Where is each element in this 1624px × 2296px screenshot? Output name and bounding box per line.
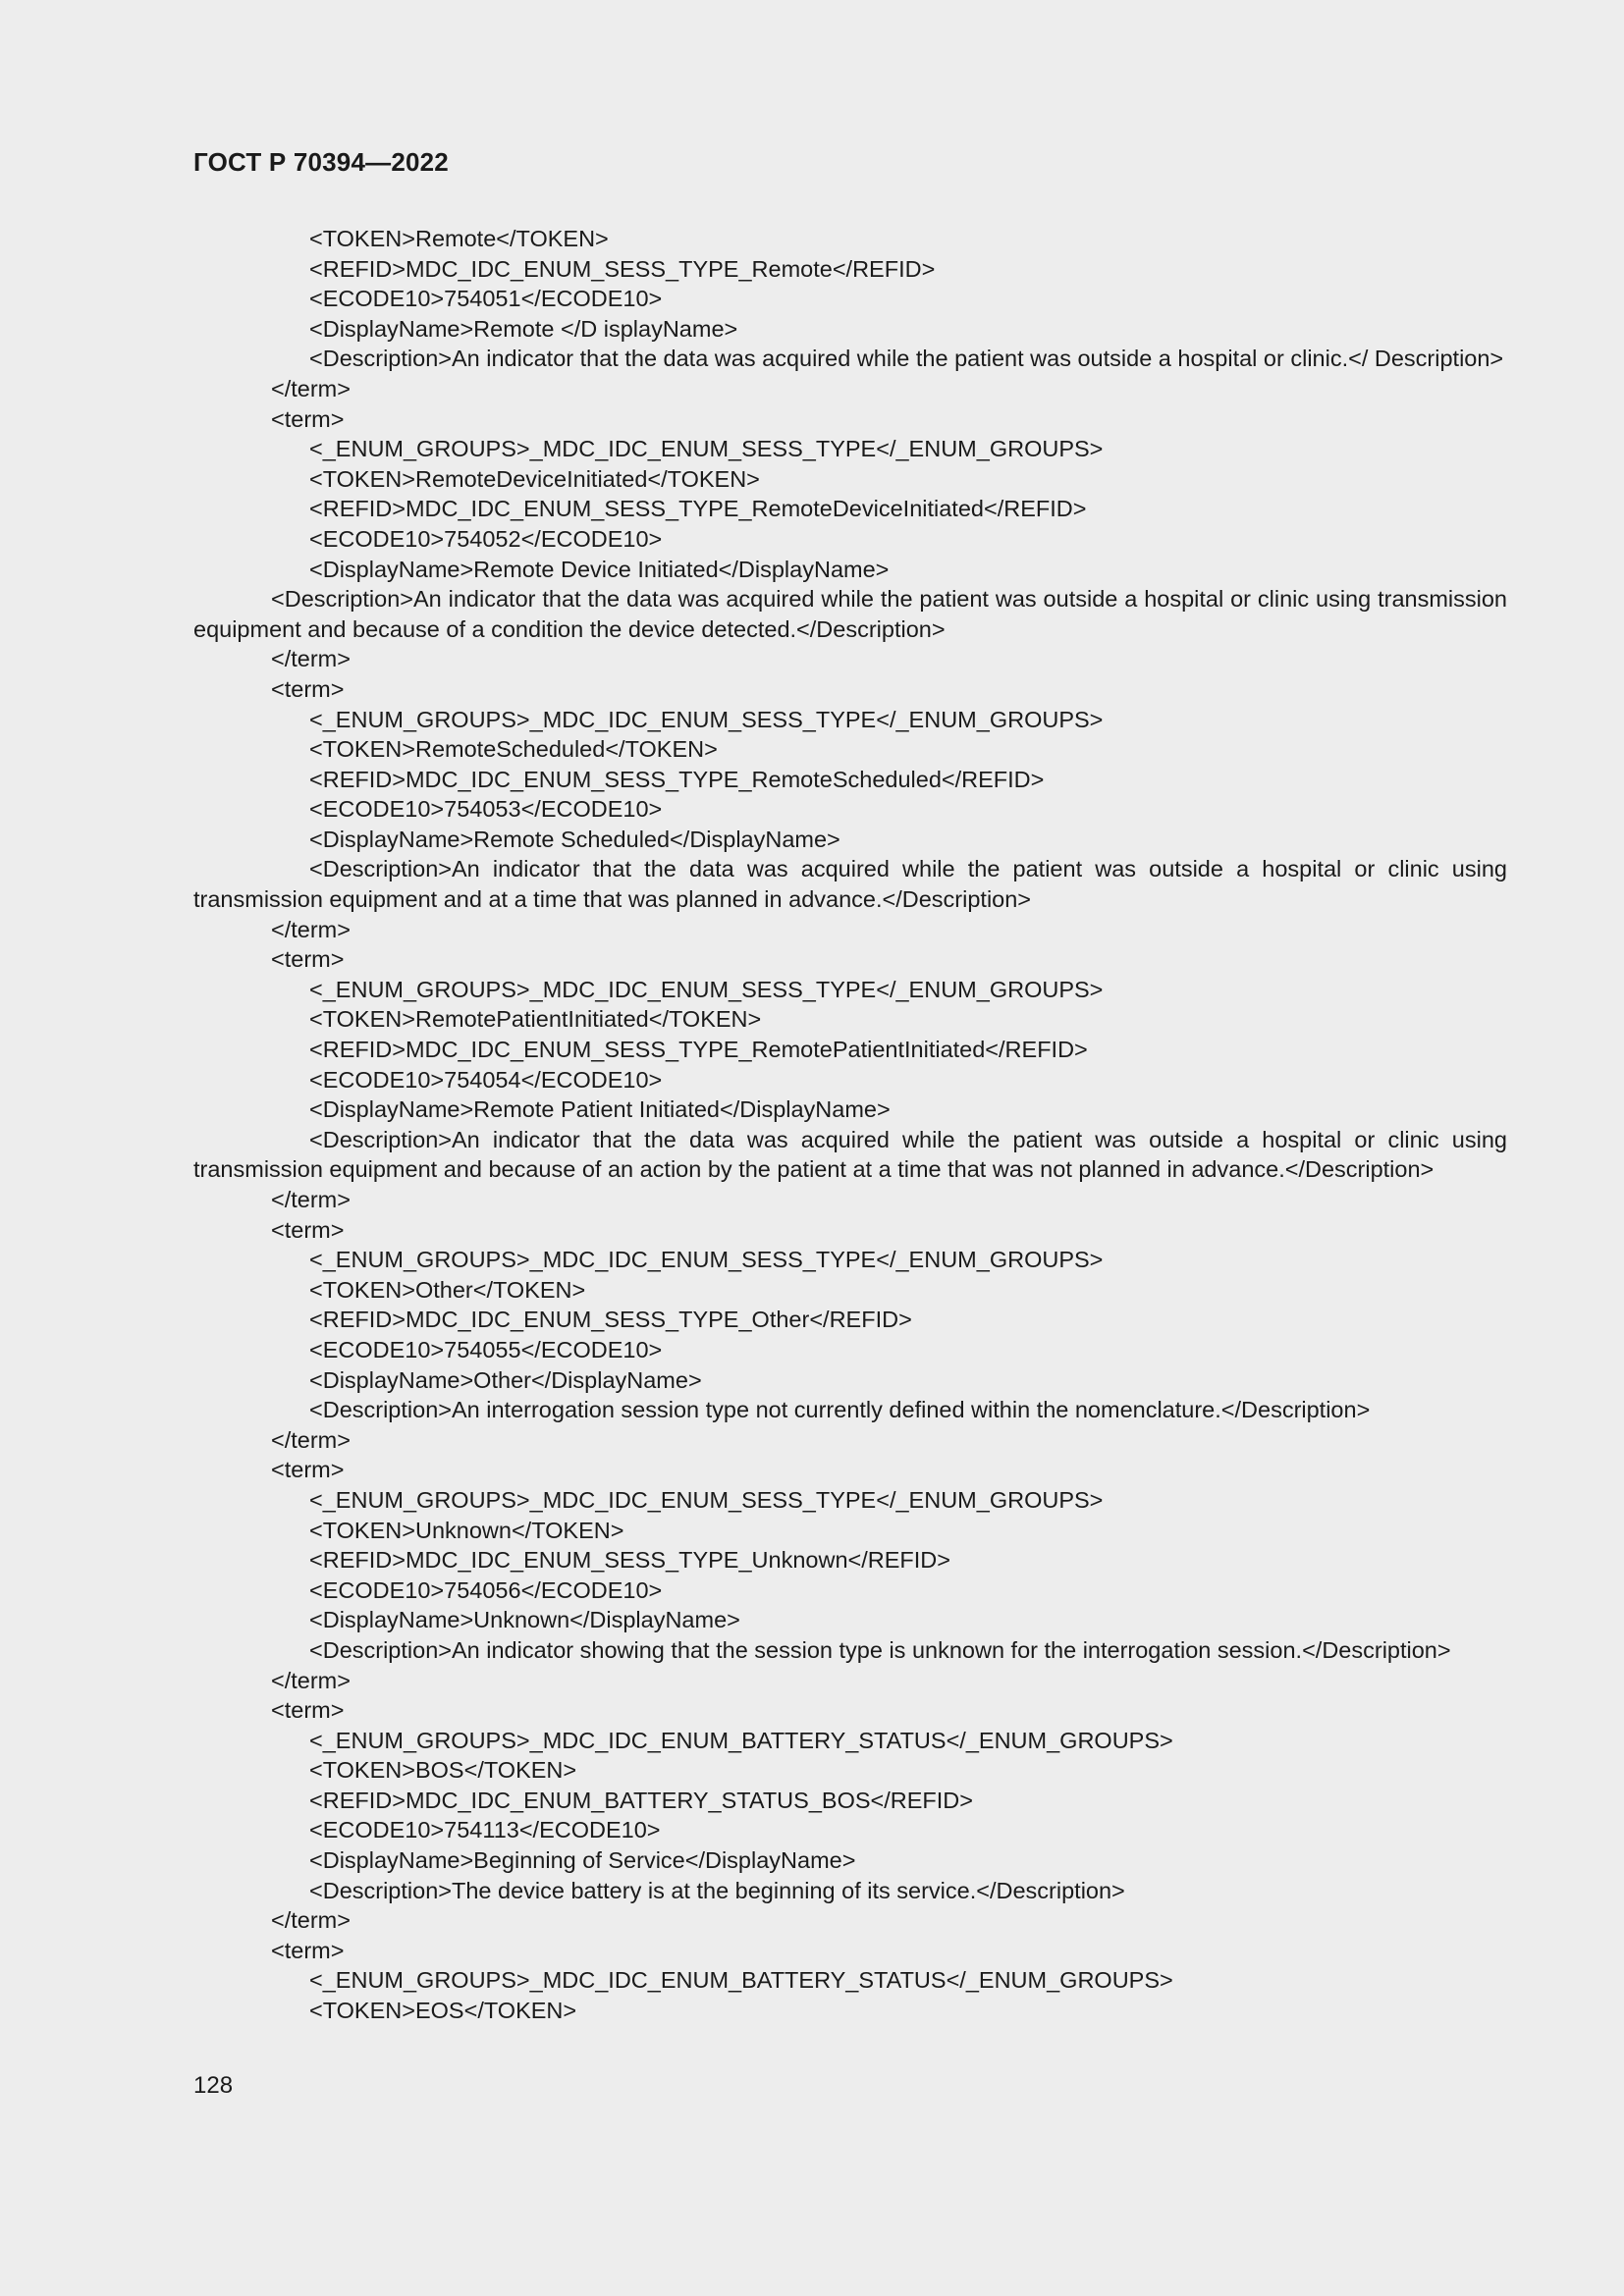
code-line: <TOKEN>RemoteScheduled</TOKEN> xyxy=(309,736,718,763)
code-line: <_ENUM_GROUPS>_MDC_IDC_ENUM_SESS_TYPE</_ENUM_GROUPS> xyxy=(309,976,1104,1002)
code-line: <TOKEN>Other</TOKEN> xyxy=(309,1276,586,1303)
code-line: <ECODE10>754053</ECODE10> xyxy=(309,796,663,823)
code-line: <ECODE10>754051</ECODE10> xyxy=(309,286,663,312)
code-line: <term> xyxy=(271,1216,345,1243)
code-line: <REFID>MDC_IDC_ENUM_SESS_TYPE_RemotePatientInitiated</REFID> xyxy=(309,1037,1088,1063)
code-line: <term> xyxy=(271,1697,345,1724)
code-line: <Description>The device battery is at the beginning of its service.</Description> xyxy=(309,1877,1125,1903)
code-line: <REFID>MDC_IDC_ENUM_SESS_TYPE_Unknown</REFID> xyxy=(309,1547,950,1574)
code-line: <term> xyxy=(271,1457,345,1483)
code-line: <TOKEN>Remote</TOKEN> xyxy=(309,226,609,251)
code-line: <DisplayName>Beginning of Service</DisplayName> xyxy=(309,1847,856,1874)
page-number: 128 xyxy=(193,2072,234,2099)
code-line: <_ENUM_GROUPS>_MDC_IDC_ENUM_BATTERY_STATUS</_ENUM_GROUPS> xyxy=(309,1967,1173,1994)
code-line: <term> xyxy=(271,1937,345,1963)
code-line: <term> xyxy=(271,946,345,973)
code-line: <DisplayName>Other</DisplayName> xyxy=(309,1366,702,1393)
xml-listing xyxy=(193,224,1507,2026)
code-line: </term> xyxy=(271,646,351,672)
code-line: </term> xyxy=(271,1667,351,1693)
code-line: <REFID>MDC_IDC_ENUM_SESS_TYPE_Remote</REFID> xyxy=(309,255,936,282)
code-line: </term> xyxy=(271,1187,351,1212)
code-line: <ECODE10>754113</ECODE10> xyxy=(309,1817,661,1843)
document-header: ГОСТ Р 70394—2022 xyxy=(193,147,449,177)
code-line: <DisplayName>Remote </D isplayName> xyxy=(309,315,738,342)
code-line: <ECODE10>754054</ECODE10> xyxy=(309,1066,663,1093)
code-line: <_ENUM_GROUPS>_MDC_IDC_ENUM_BATTERY_STATUS</_ENUM_GROUPS> xyxy=(309,1727,1173,1753)
code-line: <term> xyxy=(271,675,345,702)
code-line: <TOKEN>BOS</TOKEN> xyxy=(309,1757,577,1784)
code-line: <ECODE10>754056</ECODE10> xyxy=(309,1576,663,1603)
code-line: </term> xyxy=(271,916,351,942)
code-line: <REFID>MDC_IDC_ENUM_SESS_TYPE_RemoteDeviceInitiated</REFID> xyxy=(309,496,1087,522)
code-line: <_ENUM_GROUPS>_MDC_IDC_ENUM_SESS_TYPE</_ENUM_GROUPS> xyxy=(309,1247,1104,1273)
description-paragraph: <Description>An indicator that the data was acquired while the patient was outside a hospital or clinic.</ Description> xyxy=(309,346,1504,372)
code-line: <DisplayName>Unknown</DisplayName> xyxy=(309,1607,740,1633)
code-line: <REFID>MDC_IDC_ENUM_SESS_TYPE_Other</REFID> xyxy=(309,1307,912,1333)
code-line: </term> xyxy=(271,375,351,401)
description-paragraph: <Description>An indicator that the data was acquired while the patient was outside a hospital or clinic using transmission equipment and because of an action by the patient at a time that was not planned in advance.</Description> xyxy=(193,1126,1507,1183)
code-line: <Description>An indicator showing that the session type is unknown for the interrogation session.</Description> xyxy=(309,1636,1451,1663)
code-line: <DisplayName>Remote Patient Initiated</DisplayName> xyxy=(309,1096,891,1123)
code-line: </term> xyxy=(271,1907,351,1934)
code-line: <term> xyxy=(271,405,345,432)
code-line: <_ENUM_GROUPS>_MDC_IDC_ENUM_SESS_TYPE</_ENUM_GROUPS> xyxy=(309,706,1104,732)
code-line: <TOKEN>RemotePatientInitiated</TOKEN> xyxy=(309,1006,762,1033)
code-line: <REFID>MDC_IDC_ENUM_BATTERY_STATUS_BOS</REFID> xyxy=(309,1787,974,1813)
code-line: <TOKEN>Unknown</TOKEN> xyxy=(309,1517,624,1543)
code-line: <_ENUM_GROUPS>_MDC_IDC_ENUM_SESS_TYPE</_ENUM_GROUPS> xyxy=(309,1486,1104,1513)
description-paragraph: <Description>An indicator that the data was acquired while the patient was outside a hospital or clinic using transmission equipment and because of a condition the device detected.</Description> xyxy=(193,586,1507,642)
code-line: <TOKEN>RemoteDeviceInitiated</TOKEN> xyxy=(309,465,760,492)
description-paragraph: <Description>An indicator that the data was acquired while the patient was outside a hospital or clinic using transmission equipment and at a time that was planned in advance.</Description> xyxy=(193,856,1507,913)
code-line: <REFID>MDC_IDC_ENUM_SESS_TYPE_RemoteScheduled</REFID> xyxy=(309,766,1045,792)
code-line: <DisplayName>Remote Scheduled</DisplayName> xyxy=(309,826,840,852)
code-line: <_ENUM_GROUPS>_MDC_IDC_ENUM_SESS_TYPE</_ENUM_GROUPS> xyxy=(309,436,1104,462)
code-line: </term> xyxy=(271,1426,351,1453)
code-line: <ECODE10>754052</ECODE10> xyxy=(309,525,663,552)
code-line: <Description>An interrogation session type not currently defined within the nomenclature.</Description> xyxy=(309,1397,1371,1423)
code-line: <DisplayName>Remote Device Initiated</DisplayName> xyxy=(309,556,890,582)
code-line: <TOKEN>EOS</TOKEN> xyxy=(309,1998,577,2024)
code-line: <ECODE10>754055</ECODE10> xyxy=(309,1336,663,1362)
